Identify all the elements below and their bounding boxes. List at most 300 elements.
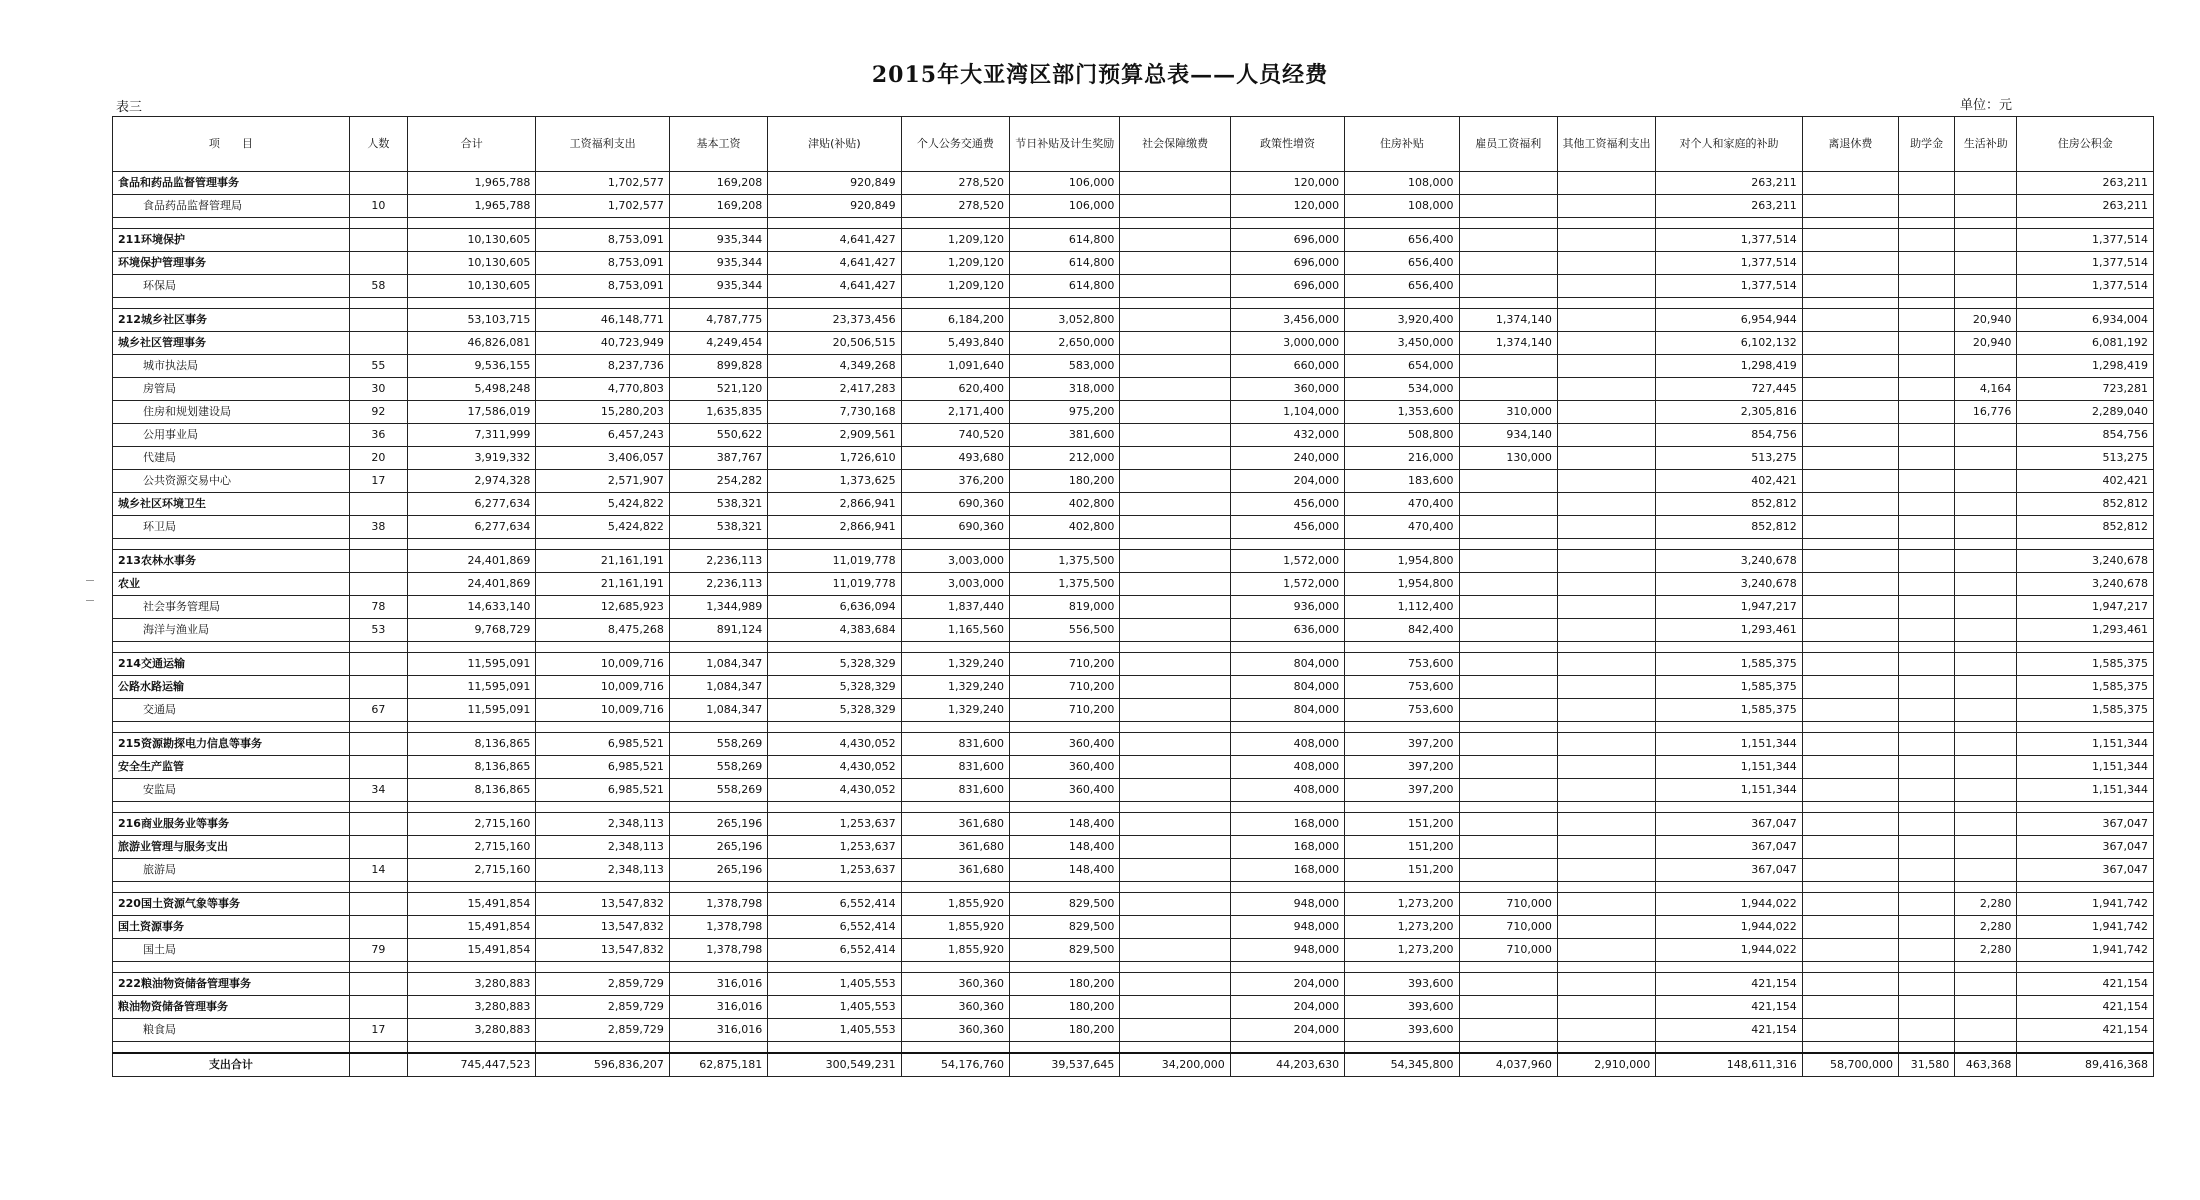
column-header: 离退休费 [1802,117,1898,172]
amount-cell: 148,400 [1010,836,1120,859]
empty-cell [901,218,1009,229]
headcount-cell [349,893,407,916]
amount-cell [1802,596,1898,619]
headcount-cell [349,813,407,836]
empty-cell [1345,642,1459,653]
empty-cell [113,722,350,733]
column-header: 生活补助 [1955,117,2017,172]
amount-cell: 168,000 [1230,813,1344,836]
headcount-cell [349,676,407,699]
empty-cell [1899,298,1955,309]
amount-cell: 4,164 [1955,378,2017,401]
amount-cell: 614,800 [1010,229,1120,252]
amount-cell [1459,573,1557,596]
amount-cell [1120,516,1230,539]
amount-cell: 204,000 [1230,996,1344,1019]
item-name: 215资源勘探电力信息等事务 [113,733,350,756]
empty-cell [669,962,767,973]
empty-cell [113,642,350,653]
amount-cell [1557,996,1655,1019]
headcount-cell [349,550,407,573]
empty-cell [901,642,1009,653]
amount-cell: 819,000 [1010,596,1120,619]
amount-cell: 1,702,577 [536,195,669,218]
amount-cell [1899,779,1955,802]
empty-cell [349,802,407,813]
empty-cell [113,539,350,550]
amount-cell [1557,355,1655,378]
empty-cell [1802,962,1898,973]
amount-cell: 1,374,140 [1459,309,1557,332]
amount-cell [1955,195,2017,218]
amount-cell [1955,619,2017,642]
amount-cell: 11,595,091 [407,676,535,699]
amount-cell: 1,378,798 [669,916,767,939]
amount-cell [1120,836,1230,859]
empty-cell [669,539,767,550]
amount-cell: 3,919,332 [407,447,535,470]
amount-cell [1120,332,1230,355]
empty-cell [1557,298,1655,309]
amount-cell: 1,329,240 [901,676,1009,699]
empty-cell [1459,298,1557,309]
amount-cell: 11,595,091 [407,653,535,676]
amount-cell: 278,520 [901,172,1009,195]
amount-cell: 421,154 [1656,996,1803,1019]
amount-cell [1955,836,2017,859]
headcount-cell: 10 [349,195,407,218]
amount-cell: 2,289,040 [2017,401,2154,424]
column-header: 节日补贴及计生奖励 [1010,117,1120,172]
amount-cell [1120,470,1230,493]
amount-cell [1459,973,1557,996]
amount-cell [1899,596,1955,619]
empty-cell [1656,539,1803,550]
table-row [113,424,2154,447]
amount-cell: 696,000 [1230,275,1344,298]
empty-cell [536,722,669,733]
empty-cell [536,539,669,550]
empty-cell [1120,298,1230,309]
amount-cell [1120,275,1230,298]
amount-cell: 852,812 [1656,493,1803,516]
amount-cell: 1,377,514 [1656,229,1803,252]
amount-cell [1120,550,1230,573]
amount-cell: 151,200 [1345,859,1459,882]
amount-cell: 1,585,375 [1656,699,1803,722]
amount-cell [1955,596,2017,619]
empty-cell [768,802,901,813]
table-row [113,756,2154,779]
amount-cell: 2,280 [1955,939,2017,962]
item-name: 216商业服务业等事务 [113,813,350,836]
amount-cell: 10,130,605 [407,252,535,275]
amount-cell: 1,293,461 [1656,619,1803,642]
empty-cell [1459,218,1557,229]
amount-cell: 408,000 [1230,733,1344,756]
headcount-cell [349,756,407,779]
empty-cell [901,962,1009,973]
item-name: 城市执法局 [113,355,350,378]
amount-cell: 2,859,729 [536,996,669,1019]
column-header: 对个人和家庭的补助 [1656,117,1803,172]
amount-cell: 1,405,553 [768,1019,901,1042]
amount-cell: 367,047 [1656,836,1803,859]
amount-cell: 204,000 [1230,973,1344,996]
empty-cell [1345,218,1459,229]
amount-cell: 1,209,120 [901,252,1009,275]
empty-cell [1120,962,1230,973]
table-row [113,916,2154,939]
item-name: 220国土资源气象等事务 [113,893,350,916]
amount-cell: 21,161,191 [536,550,669,573]
empty-cell [407,1042,535,1054]
amount-cell [1557,733,1655,756]
headcount-cell [349,653,407,676]
amount-cell [1955,573,2017,596]
amount-cell [1120,676,1230,699]
amount-cell: 935,344 [669,275,767,298]
empty-cell [1230,539,1344,550]
amount-cell: 8,753,091 [536,229,669,252]
amount-cell: 596,836,207 [536,1053,669,1077]
amount-cell: 2,280 [1955,893,2017,916]
column-header: 政策性增资 [1230,117,1344,172]
item-name: 粮食局 [113,1019,350,1042]
amount-cell [1802,195,1898,218]
amount-cell: 948,000 [1230,916,1344,939]
amount-cell: 1,298,419 [1656,355,1803,378]
amount-cell [1459,516,1557,539]
amount-cell: 1,084,347 [669,676,767,699]
amount-cell: 1,965,788 [407,172,535,195]
amount-cell: 5,424,822 [536,493,669,516]
amount-cell [1899,424,1955,447]
table-row [113,859,2154,882]
amount-cell: 1,635,835 [669,401,767,424]
amount-cell: 13,547,832 [536,939,669,962]
amount-cell: 5,424,822 [536,516,669,539]
amount-cell: 493,680 [901,447,1009,470]
headcount-cell: 53 [349,619,407,642]
amount-cell: 316,016 [669,996,767,1019]
amount-cell [1557,813,1655,836]
amount-cell: 1,572,000 [1230,573,1344,596]
empty-cell [113,1042,350,1054]
amount-cell: 2,650,000 [1010,332,1120,355]
amount-cell: 8,136,865 [407,779,535,802]
amount-cell: 4,349,268 [768,355,901,378]
amount-cell: 5,493,840 [901,332,1009,355]
column-header: 人数 [349,117,407,172]
amount-cell: 367,047 [1656,859,1803,882]
empty-cell [113,298,350,309]
amount-cell: 3,280,883 [407,973,535,996]
amount-cell: 393,600 [1345,996,1459,1019]
amount-cell: 16,776 [1955,401,2017,424]
empty-cell [1656,298,1803,309]
amount-cell: 1,855,920 [901,939,1009,962]
amount-cell: 8,753,091 [536,252,669,275]
item-name: 214交通运输 [113,653,350,676]
amount-cell [1120,1019,1230,1042]
empty-cell [536,1042,669,1054]
amount-cell: 583,000 [1010,355,1120,378]
amount-cell [1459,493,1557,516]
amount-cell: 4,641,427 [768,252,901,275]
amount-cell [1899,252,1955,275]
amount-cell [1120,779,1230,802]
amount-cell: 254,282 [669,470,767,493]
empty-cell [1656,1042,1803,1054]
page-title: 2015年大亚湾区部门预算总表——人员经费 [871,62,1329,88]
amount-cell: 5,328,329 [768,699,901,722]
amount-cell: 360,400 [1010,779,1120,802]
amount-cell: 421,154 [2017,973,2154,996]
amount-cell: 1,947,217 [2017,596,2154,619]
table-row [113,229,2154,252]
column-header: 社会保障缴费 [1120,117,1230,172]
amount-cell: 316,016 [669,973,767,996]
headcount-cell: 67 [349,699,407,722]
empty-cell [1459,1042,1557,1054]
amount-cell: 4,787,775 [669,309,767,332]
item-name: 国土资源事务 [113,916,350,939]
empty-cell [901,882,1009,893]
amount-cell: 1,104,000 [1230,401,1344,424]
amount-cell: 1,253,637 [768,813,901,836]
amount-cell: 710,000 [1459,916,1557,939]
amount-cell [1899,355,1955,378]
empty-cell [2017,882,2154,893]
amount-cell [1557,309,1655,332]
amount-cell: 2,715,160 [407,836,535,859]
amount-cell: 2,348,113 [536,859,669,882]
amount-cell [1557,229,1655,252]
empty-cell [768,642,901,653]
amount-cell [1899,676,1955,699]
amount-cell [1955,859,2017,882]
item-name: 旅游业管理与服务支出 [113,836,350,859]
amount-cell [1802,859,1898,882]
amount-cell: 53,103,715 [407,309,535,332]
amount-cell: 89,416,368 [2017,1053,2154,1077]
amount-cell: 10,130,605 [407,229,535,252]
item-name: 粮油物资储备管理事务 [113,996,350,1019]
amount-cell: 852,812 [2017,493,2154,516]
empty-cell [407,722,535,733]
amount-cell: 402,800 [1010,493,1120,516]
empty-cell [1802,218,1898,229]
amount-cell [1899,699,1955,722]
amount-cell: 1,941,742 [2017,939,2154,962]
empty-cell [1557,722,1655,733]
amount-cell: 831,600 [901,756,1009,779]
empty-cell [407,802,535,813]
amount-cell: 23,373,456 [768,309,901,332]
amount-cell [1802,893,1898,916]
amount-cell: 278,520 [901,195,1009,218]
amount-cell [1557,378,1655,401]
spacer-row [113,802,2154,813]
amount-cell [1899,973,1955,996]
amount-cell: 2,236,113 [669,550,767,573]
amount-cell [1557,172,1655,195]
empty-cell [1120,722,1230,733]
amount-cell: 3,240,678 [1656,573,1803,596]
amount-cell [1955,172,2017,195]
amount-cell [1802,1019,1898,1042]
amount-cell: 1,585,375 [1656,653,1803,676]
table-row [113,596,2154,619]
amount-cell: 1,377,514 [2017,275,2154,298]
amount-cell: 130,000 [1459,447,1557,470]
amount-cell: 829,500 [1010,916,1120,939]
amount-cell [1557,470,1655,493]
amount-cell [1120,756,1230,779]
amount-cell: 2,715,160 [407,859,535,882]
amount-cell: 14,633,140 [407,596,535,619]
amount-cell: 432,000 [1230,424,1344,447]
empty-cell [536,218,669,229]
headcount-cell: 92 [349,401,407,424]
table-row [113,676,2154,699]
item-name: 环保局 [113,275,350,298]
amount-cell [1955,733,2017,756]
amount-cell: 13,547,832 [536,893,669,916]
amount-cell [1899,573,1955,596]
amount-cell: 15,491,854 [407,916,535,939]
amount-cell: 2,348,113 [536,813,669,836]
amount-cell: 1,837,440 [901,596,1009,619]
amount-cell: 15,280,203 [536,401,669,424]
empty-cell [2017,218,2154,229]
amount-cell [1802,813,1898,836]
empty-cell [901,539,1009,550]
empty-cell [2017,298,2154,309]
amount-cell: 204,000 [1230,470,1344,493]
amount-cell: 367,047 [2017,836,2154,859]
amount-cell: 3,280,883 [407,996,535,1019]
empty-cell [1899,218,1955,229]
table-row [113,573,2154,596]
empty-cell [2017,802,2154,813]
empty-cell [2017,539,2154,550]
item-name: 安监局 [113,779,350,802]
amount-cell [1802,401,1898,424]
empty-cell [1899,539,1955,550]
amount-cell [1120,893,1230,916]
amount-cell: 2,236,113 [669,573,767,596]
item-name: 食品和药品监督管理事务 [113,172,350,195]
amount-cell: 316,016 [669,1019,767,1042]
amount-cell [1557,596,1655,619]
amount-cell: 2,910,000 [1557,1053,1655,1077]
column-header: 工资福利支出 [536,117,669,172]
amount-cell: 4,249,454 [669,332,767,355]
budget-table [112,116,2154,1077]
headcount-cell [349,1053,407,1077]
headcount-cell: 14 [349,859,407,882]
amount-cell [1802,516,1898,539]
amount-cell [1557,252,1655,275]
amount-cell [1802,916,1898,939]
column-header: 助学金 [1899,117,1955,172]
amount-cell [1120,619,1230,642]
item-name: 海洋与渔业局 [113,619,350,642]
empty-cell [1802,298,1898,309]
empty-cell [536,642,669,653]
amount-cell [1459,619,1557,642]
empty-cell [1557,218,1655,229]
empty-cell [1656,802,1803,813]
empty-cell [349,539,407,550]
amount-cell: 62,875,181 [669,1053,767,1077]
amount-cell: 948,000 [1230,893,1344,916]
empty-cell [669,722,767,733]
empty-cell [1656,722,1803,733]
amount-cell: 1,151,344 [2017,756,2154,779]
empty-cell [1345,962,1459,973]
empty-cell [1345,802,1459,813]
amount-cell: 3,456,000 [1230,309,1344,332]
item-name: 222粮油物资储备管理事务 [113,973,350,996]
empty-cell [1802,539,1898,550]
item-name: 国土局 [113,939,350,962]
amount-cell [1955,355,2017,378]
item-name: 城乡社区管理事务 [113,332,350,355]
amount-cell: 397,200 [1345,756,1459,779]
item-name: 支出合计 [113,1053,350,1077]
amount-cell: 558,269 [669,756,767,779]
amount-cell: 6,102,132 [1656,332,1803,355]
headcount-cell: 30 [349,378,407,401]
amount-cell: 538,321 [669,516,767,539]
amount-cell: 1,585,375 [2017,653,2154,676]
empty-cell [1802,642,1898,653]
amount-cell: 696,000 [1230,229,1344,252]
amount-cell [1459,836,1557,859]
amount-cell: 2,571,907 [536,470,669,493]
empty-cell [1955,298,2017,309]
amount-cell: 1,944,022 [1656,939,1803,962]
amount-cell [1802,756,1898,779]
amount-cell [1120,229,1230,252]
amount-cell [1120,596,1230,619]
empty-cell [1120,642,1230,653]
amount-cell [1802,836,1898,859]
amount-cell: 180,200 [1010,973,1120,996]
amount-cell: 3,280,883 [407,1019,535,1042]
amount-cell [1802,378,1898,401]
item-name: 社会事务管理局 [113,596,350,619]
table-row [113,733,2154,756]
amount-cell [1955,779,2017,802]
empty-cell [1557,642,1655,653]
amount-cell [1557,859,1655,882]
amount-cell: 169,208 [669,195,767,218]
headcount-cell [349,733,407,756]
amount-cell [1120,573,1230,596]
amount-cell: 1,855,920 [901,916,1009,939]
item-name: 交通局 [113,699,350,722]
amount-cell: 513,275 [2017,447,2154,470]
amount-cell [1899,447,1955,470]
empty-cell [1230,1042,1344,1054]
empty-cell [1955,802,2017,813]
amount-cell [1557,447,1655,470]
amount-cell: 4,383,684 [768,619,901,642]
